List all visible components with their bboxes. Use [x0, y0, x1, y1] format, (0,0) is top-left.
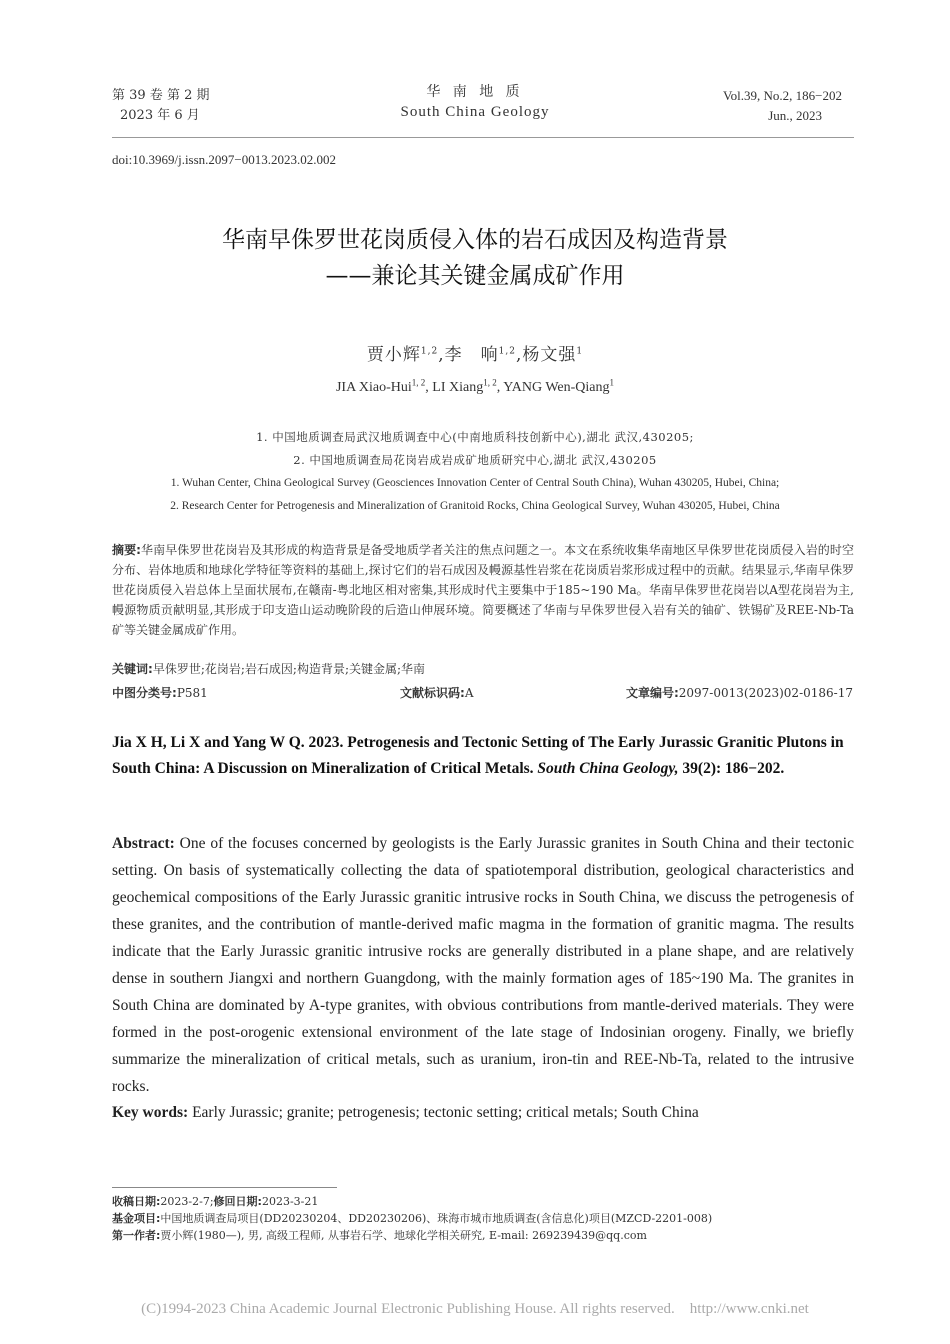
author-name-en: LI Xiang — [432, 380, 484, 395]
author-affiliation-mark: 1, 2 — [411, 377, 426, 388]
journal-name-cn: 华 南 地 质 — [426, 84, 524, 100]
first-author-label: 第一作者: — [112, 1229, 161, 1242]
clc-value: P581 — [176, 686, 208, 700]
issue-date-en: Jun., 2023 — [768, 108, 822, 123]
abstract-en-text: One of the focuses concerned by geologists is the Early Jurassic granites in South China and their tectonic setting. On basis of systematically collecting the data of spatiotemporal distribution, geological characteristics and geochemical compositions of the Early Jurassic granitic intrusive rocks in South China, we discuss the petrogenesis of these granites, and the contribution of mantle-derived mafic magma in the formation of granitic magma. The results indicate that the Early Jurassic granitic intrusive rocks are generally distributed in a plane shape, and are relatively dense in southern Jiangxi and northern Guangdong, with the mainly formation ages of 185~190 Ma. The granites in South China are dominated by A-type granites, with obvious contributions from mantle-derived materials. They were formed in the post-orogenic extensional environment of the late stage of Indosinian orogeny. Finally, we briefly summarize the mineralization of critical metals, such as uranium, iron-tin and REE-Nb-Ta, related to the intrusive rocks. — [112, 835, 854, 1095]
article-number-value: 2097-0013(2023)02-0186-17 — [678, 686, 853, 700]
fund-value: 中国地质调查局项目(DD20230204、DD20230206)、珠海市城市地质调查(含信息化)项目(MZCD-2201-008) — [160, 1212, 713, 1225]
author-affiliation-mark: 1,2 — [420, 346, 439, 357]
paper-title-line1: 华南早侏罗世花岗质侵入体的岩石成因及构造背景 — [222, 227, 728, 253]
author-name: 李 响 — [444, 345, 499, 365]
affiliation-en-1: 1. Wuhan Center, China Geological Survey (Geosciences Innovation Center of Central South China), Wuhan 430205, Hubei, China; — [170, 477, 780, 489]
clc-label: 中图分类号: — [112, 686, 177, 700]
author-affiliation-mark: 1 — [609, 377, 615, 388]
cnki-watermark: (C)1994-2023 China Academic Journal Electronic Publishing House. All rights reserved. http://www.cnki.net — [141, 1301, 809, 1317]
author-name-en: YANG Wen-Qiang — [503, 380, 610, 395]
author-separator: , — [496, 380, 504, 395]
authors-en — [0, 377, 950, 396]
citation-journal: South China Geology, — [537, 760, 679, 777]
first-author-value: 贾小辉(1980—), 男, 高级工程师, 从事岩石学、地球化学相关研究, E-mail: 269239439@qq.com — [160, 1229, 647, 1242]
abstract-en — [112, 830, 854, 1100]
keywords-en — [112, 1104, 854, 1122]
issue-volume: 第 39 卷 第 2 期 — [112, 88, 210, 103]
clc-number — [112, 684, 208, 701]
author-separator: , — [515, 345, 523, 365]
revised-value: 2023-3-21 — [261, 1195, 319, 1208]
issue-info-en — [723, 86, 842, 126]
footnote-fund — [112, 1210, 712, 1227]
paper-title-line2: ——兼论其关键金属成矿作用 — [325, 263, 625, 289]
affiliation-en-2: 2. Research Center for Petrogenesis and Mineralization of Granitoid Rocks, China Geological Survey, Wuhan 430205, Hubei, China — [170, 500, 780, 512]
journal-name-en: South China Geology — [400, 104, 550, 120]
document-code-label: 文献标识码: — [400, 686, 465, 700]
citation-main: Jia X H, Li X and Yang W Q. 2023. Petrogenesis and Tectonic Setting of The Early Jurassic Granitic Plutons in South China: A Discussion on Mineralization of Critical Metals. — [112, 734, 844, 777]
keywords-cn — [112, 660, 425, 677]
citation-volume: 39(2): 186−202. — [682, 760, 785, 777]
keywords-en-label: Key words: — [112, 1104, 189, 1121]
footnote-first-author — [112, 1227, 647, 1244]
author-affiliation-mark: 1 — [576, 346, 584, 357]
revised-label: 修回日期: — [213, 1195, 262, 1208]
author-name-en: JIA Xiao-Hui — [335, 380, 412, 395]
authors-cn — [0, 340, 950, 365]
document-code — [400, 684, 473, 701]
author-affiliation-mark: 1,2 — [498, 346, 516, 357]
affiliation-cn-1: 1. 中国地质调查局武汉地质调查中心(中南地质科技创新中心),湖北 武汉,430205; — [256, 430, 694, 444]
author-name: 贾小辉 — [366, 345, 421, 365]
article-number-label: 文章编号: — [625, 686, 679, 700]
author-separator: , — [438, 345, 445, 365]
doi[interactable]: doi:10.3969/j.issn.2097−0013.2023.02.002 — [112, 152, 337, 167]
keywords-cn-label: 关键词: — [112, 662, 153, 676]
fund-label: 基金项目: — [112, 1212, 161, 1225]
footnote-divider — [112, 1187, 337, 1188]
document-code-value: A — [464, 686, 474, 700]
received-label: 收稿日期: — [112, 1195, 161, 1208]
keywords-en-text: Early Jurassic; granite; petrogenesis; tectonic setting; critical metals; South China — [192, 1104, 699, 1121]
abstract-en-label: Abstract: — [112, 835, 175, 852]
author-affiliation-mark: 1, 2 — [483, 377, 497, 388]
issue-volume-en: Vol.39, No.2, 186−202 — [722, 88, 842, 103]
article-number — [626, 684, 853, 701]
header-divider — [112, 137, 854, 138]
affiliation-cn-2: 2. 中国地质调查局花岗岩成岩成矿地质研究中心,湖北 武汉,430205 — [293, 453, 657, 467]
author-name: 杨文强 — [522, 345, 577, 365]
citation — [112, 730, 854, 782]
author-separator: , — [425, 380, 433, 395]
abstract-cn — [112, 540, 854, 640]
received-value: 2023-2-7; — [160, 1195, 214, 1208]
abstract-cn-label: 摘要: — [112, 543, 141, 557]
footnote-dates — [112, 1193, 318, 1210]
keywords-cn-text: 早侏罗世;花岗岩;岩石成因;构造背景;关键金属;华南 — [152, 662, 426, 676]
abstract-cn-text: 华南早侏罗世花岗岩及其形成的构造背景是备受地质学者关注的焦点问题之一。本文在系统收集华南地区早侏罗世花岗质侵入岩的时空分布、岩体地质和地球化学特征等资料的基础上,探讨它们的岩石成因及幔源基性岩浆在花岗质岩浆形成过程中的贡献。结果显示,华南早侏罗世花岗质侵入岩总体上呈面状展布,在赣南-粤北地区相对密集,其形成时代主要集中于185~190 Ma。华南早侏罗世花岗岩以A型花岗岩为主,幔源物质贡献明显,其形成于印支造山运动晚阶段的后造山伸展环境。简要概述了华南与早侏罗世侵入岩有关的铀矿、铁锡矿及REE-Nb-Ta矿等关键金属成矿作用。 — [112, 543, 854, 637]
issue-date: 2023 年 6 月 — [120, 108, 200, 123]
